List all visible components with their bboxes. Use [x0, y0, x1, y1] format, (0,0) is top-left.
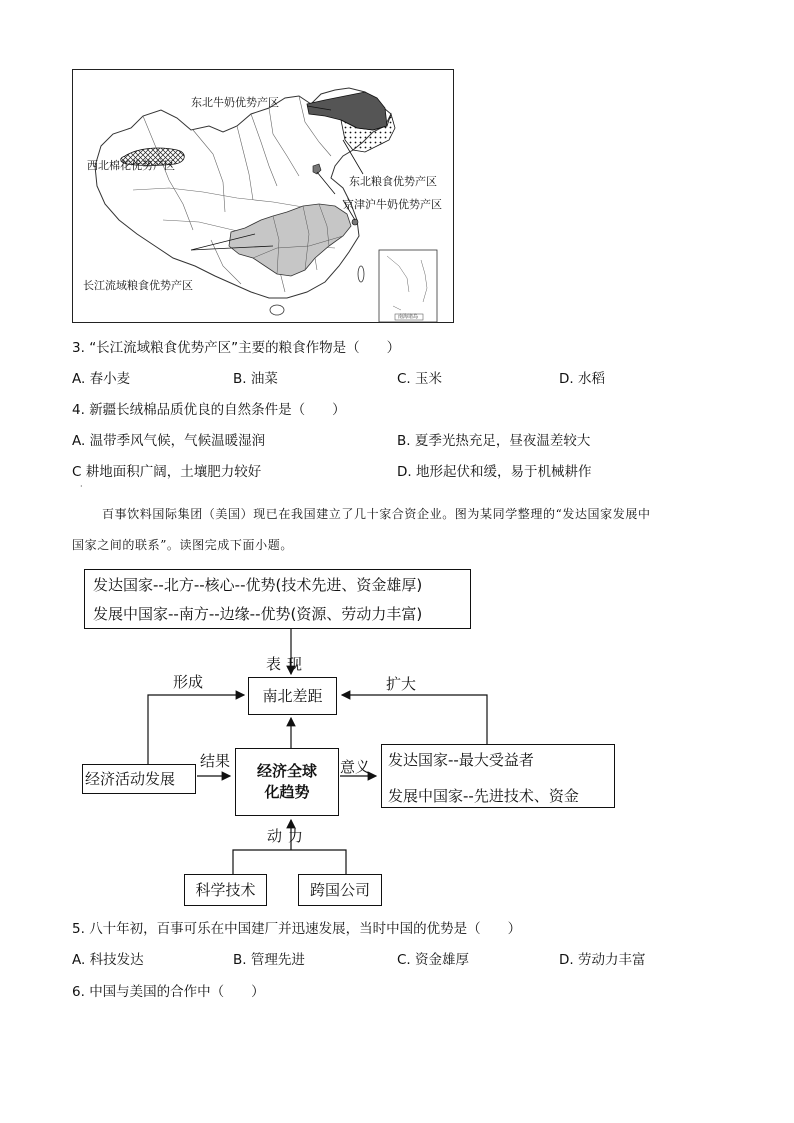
- question-text: “长江流域粮食优势产区”主要的粮食作物是（ ）: [89, 340, 401, 356]
- question-3: [72, 339, 400, 357]
- mnc-box: [298, 874, 382, 906]
- option-3d[interactable]: [559, 370, 605, 388]
- option-text: 夏季光热充足，昼夜温差较大: [414, 433, 591, 449]
- label-jingjinhu-milk: 京津沪牛奶优势产区: [343, 198, 442, 211]
- label-dongli: 动力: [267, 827, 310, 845]
- option-text: 耕地面积广阔，土壤肥力较好: [85, 464, 262, 480]
- option-key: B.: [233, 952, 247, 968]
- option-key: A.: [72, 952, 86, 968]
- option-key: C.: [397, 371, 411, 387]
- option-text: 管理先进: [250, 952, 305, 968]
- north-south-gap-box: [248, 677, 337, 715]
- option-text: 水稻: [577, 371, 605, 387]
- globalization-box: [235, 748, 339, 816]
- option-key: A.: [72, 371, 86, 387]
- label-xingcheng: 形成: [173, 673, 204, 691]
- option-text: 玉米: [415, 371, 443, 387]
- technology-box: [184, 874, 267, 906]
- option-text: 油菜: [250, 371, 278, 387]
- option-5c[interactable]: [397, 951, 469, 969]
- option-key: B.: [233, 371, 247, 387]
- option-key: A.: [72, 433, 86, 449]
- passage-line-1: 百事饮料国际集团（美国）现已在我国建立了几十家合资企业。图为某同学整理的“发达国家发展中: [102, 507, 651, 521]
- option-text: 地形起伏和缓，易于机械耕作: [415, 464, 592, 480]
- diagram-top-box: [84, 569, 471, 629]
- globalization-line-2: 化趋势: [264, 783, 310, 801]
- question-text: 中国与美国的合作中（ ）: [89, 984, 265, 1000]
- option-5d[interactable]: [559, 951, 645, 969]
- label-northwest-cotton: 西北棉花优势产区: [87, 159, 175, 172]
- option-key: C.: [397, 952, 411, 968]
- label-northeast-grain: 东北粮食优势产区: [349, 175, 437, 188]
- north-south-gap-text: 南北差距: [262, 687, 323, 705]
- option-4c[interactable]: [72, 463, 261, 481]
- question-number: 3.: [72, 340, 85, 356]
- question-number: 6.: [72, 984, 85, 1000]
- stray-dot: ·: [80, 482, 83, 491]
- question-number: 5.: [72, 921, 85, 937]
- option-text: 科技发达: [89, 952, 144, 968]
- option-5b[interactable]: [233, 951, 305, 969]
- top-box-line-1: 发达国家--北方--核心--优势(技术先进、资金雄厚): [93, 576, 423, 594]
- option-text: 春小麦: [89, 371, 131, 387]
- option-text: 温带季风气候，气候温暖湿润: [89, 433, 266, 449]
- option-text: 劳动力丰富: [577, 952, 646, 968]
- label-yangtze-grain: 长江流域粮食优势产区: [83, 279, 193, 292]
- label-yiyi: 意义: [340, 758, 371, 776]
- option-4d[interactable]: [397, 463, 591, 481]
- label-inset: 南海诸岛: [398, 314, 419, 320]
- label-kuoda: 扩大: [386, 675, 417, 693]
- globalization-line-1: 经济全球: [256, 762, 317, 780]
- question-number: 4.: [72, 402, 85, 418]
- option-3a[interactable]: [72, 370, 130, 388]
- mnc-text: 跨国公司: [309, 881, 370, 899]
- option-key: D.: [559, 952, 574, 968]
- label-northeast-milk: 东北牛奶优势产区: [191, 96, 279, 109]
- option-text: 资金雄厚: [415, 952, 470, 968]
- option-key: D.: [559, 371, 574, 387]
- right-box-line-1: 发达国家--最大受益者: [388, 751, 534, 769]
- label-biaoxian: 表现: [266, 655, 309, 673]
- option-key: D.: [397, 464, 412, 480]
- option-key: B.: [397, 433, 411, 449]
- option-3b[interactable]: [233, 370, 278, 388]
- passage-line-2: 国家之间的联系”。读图完成下面小题。: [72, 538, 293, 552]
- diagram-right-box: [381, 744, 615, 808]
- option-key: C: [72, 464, 82, 480]
- question-5: [72, 920, 521, 938]
- option-4a[interactable]: [72, 432, 265, 450]
- question-text: 新疆长绒棉品质优良的自然条件是（ ）: [89, 402, 346, 418]
- question-4: [72, 401, 346, 419]
- option-4b[interactable]: [397, 432, 590, 450]
- option-3c[interactable]: [397, 370, 442, 388]
- right-box-line-2: 发展中国家--先进技术、资金: [388, 787, 579, 805]
- econ-activity-text: 经济活动发展: [85, 770, 176, 788]
- china-map: [72, 69, 454, 323]
- question-6: [72, 983, 265, 1001]
- question-text: 八十年初，百事可乐在中国建厂并迅速发展，当时中国的优势是（ ）: [89, 921, 522, 937]
- top-box-line-2: 发展中国家--南方--边缘--优势(资源、劳动力丰富): [93, 605, 423, 623]
- technology-text: 科学技术: [195, 881, 256, 899]
- label-jieguo: 结果: [200, 752, 231, 770]
- option-5a[interactable]: [72, 951, 144, 969]
- econ-activity-box: [82, 764, 196, 794]
